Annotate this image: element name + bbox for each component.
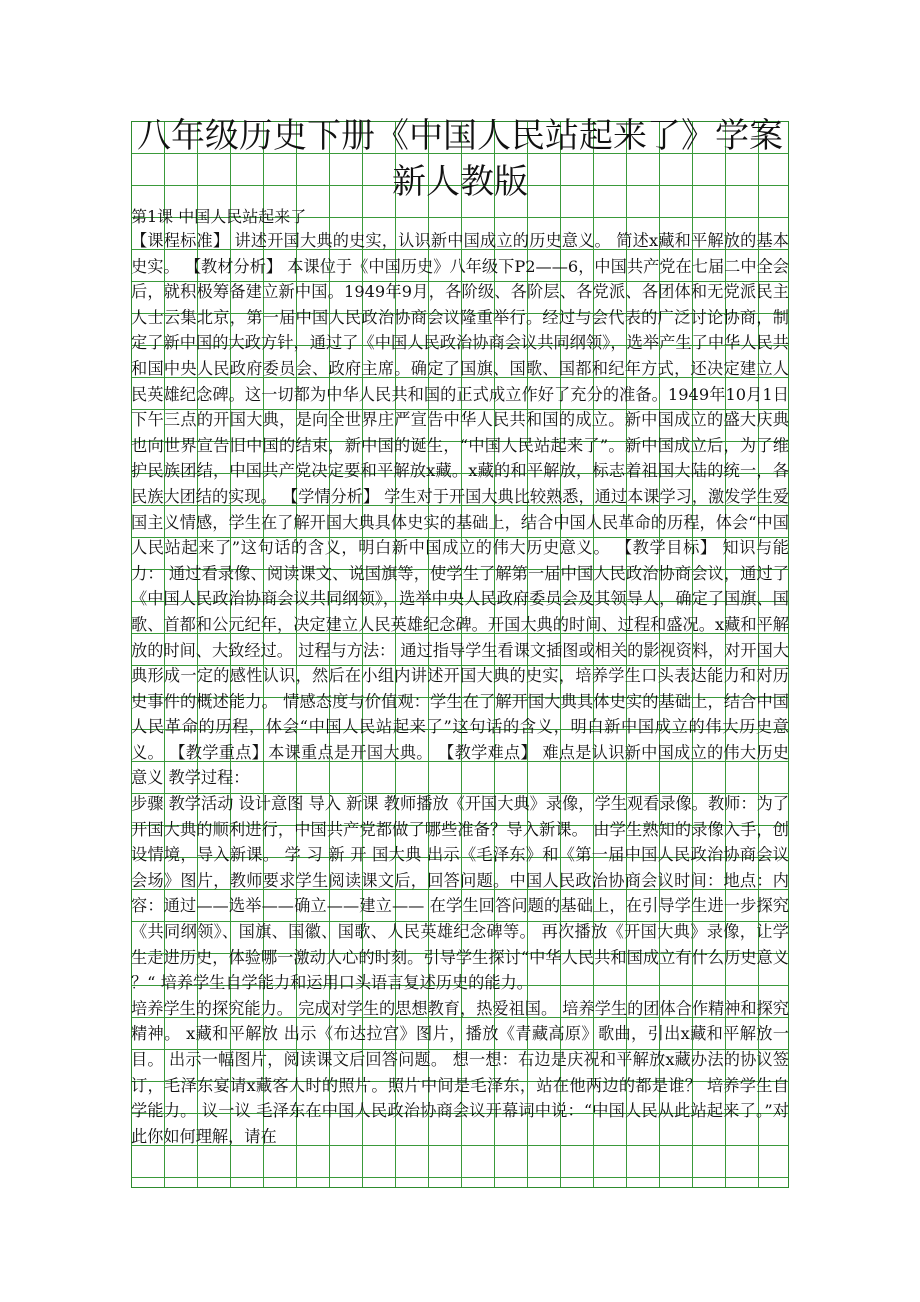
paragraph-3: 培养学生的探究能力。 完成对学生的思想教育，热爱祖国。 培养学生的团体合作精神和探究精神。 x藏和平解放 出示《布达拉宫》图片，播放《青藏高原》歌曲，引出x藏和平解放一目。 出示一幅图片，阅读课文后回答问题。 想一想：右边是庆祝和平解放x藏办法的协议签订，毛泽东宴请x藏客人时的照片。照片中间是毛泽东，站在他两边的都是谁？ 培养学生自学能力。 议一议 毛泽东在中国人民政治协商会议开幕词中说：“中国人民从此站起来了。”对此你如何理解，请在 — [131, 998, 789, 1146]
paragraph-2: 步骤 教学活动 设计意图 导入 新课 教师播放《开国大典》录像，学生观看录像。教师：为了开国大典的顺利进行，中国共产党都做了哪些准备？导入新课。 由学生熟知的录像入手，创设情境，导入新课。 学 习 新 开 国大典 出示《毛泽东》和《第一届中国人民政治协商会议会场》图片，教师要求学生阅读课文后，回答问题。中国人民政治协商会议时间：地点：内容：通过——选举——确立——建立—— 在学生回答问题的基础上，在引导学生进一步探究《共同纲领》、国旗、国徽、国歌、人民英雄纪念碑等。 再次播放《开国大典》录像，让学生走进历史，体验哪一激动人心的时刻。引导学生探讨“中华人民共和国成立有什么历史意义 ？“ 培养学生自学能力和运用口头语言复述历史的能力。 — [131, 794, 789, 993]
document-title-line2: 新人教版 — [392, 162, 528, 202]
paragraph-1: 【课程标准】 讲述开国大典的史实，认识新中国成立的历史意义。 简述x藏和平解放的基本史实。 【教材分析】 本课位于《中国历史》八年级下P2——6，中国共产党在七届二中全会后，就积极筹备建立新中国。1949年9月，各阶级、各阶层、各党派、各团体和无党派民主人士云集北京，第一届中国人民政治协商会议隆重举行。经过与会代表的广泛讨论协商，制定了新中国的大政方针，通过了《中国人民政治协商会议共同纲领》，选举产生了中华人民共和国中央人民政府委员会、政府主席。确定了国旗、国歌、国都和纪年方式，还决定建立人民英雄纪念碑。这一切都为中华人民共和国的正式成立作好了充分的准备。1949年10月1日下午三点的开国大典，是向全世界庄严宣告中华人民共和国的成立。新中国成立的盛大庆典也向世界宣告旧中国的结束，新中国的诞生，“中国人民站起来了”。新中国成立后，为了维护民族团结，中国共产党决定要和平解放x藏。x藏的和平解放，标志着祖国大陆的统一，各民族大团结的实现。 【学情分析】 学生对于开国大典比较熟悉，通过本课学习，激发学生爱国主义情感，学生在了解开国大典具体史实的基础上，结合中国人民革命的历程，体会“中国人民站起来了”这句话的含义，明白新中国成立的伟大历史意义。 【教学目标】 知识与能力： 通过看录像、阅读课文、说国旗等，使学生了解第一届中国人民政治协商会议，通过了《中国人民政治协商会议共同纲领》，选举中央人民政府委员会及其领导人，确定了国旗、国歌、首都和公元纪年，决定建立人民英雄纪念碑。开国大典的时间、过程和盛况。x藏和平解放的时间、大致经过。 过程与方法： 通过指导学生看课文插图或相关的影视资料，对开国大典形成一定的感性认识，然后在小组内讲述开国大典的史实，培养学生口头表达能力和对历史事件的概述能力。 情感态度与价值观：学生在了解开国大典具体史实的基础上，结合中国人民革命的历程，体会“中国人民站起来了”这句话的含义，明白新中国成立的伟大历史意义。 【教学重点】本课重点是开国大典。 【教学难点】 难点是认识新中国成立的伟大历史意义 教学过程： — [131, 231, 789, 788]
document-title: 八年级历史下册《中国人民站起来了》学案 — [137, 116, 783, 156]
document-body — [131, 112, 789, 1149]
lesson-heading: 第1课 中国人民站起来了 — [131, 207, 307, 226]
